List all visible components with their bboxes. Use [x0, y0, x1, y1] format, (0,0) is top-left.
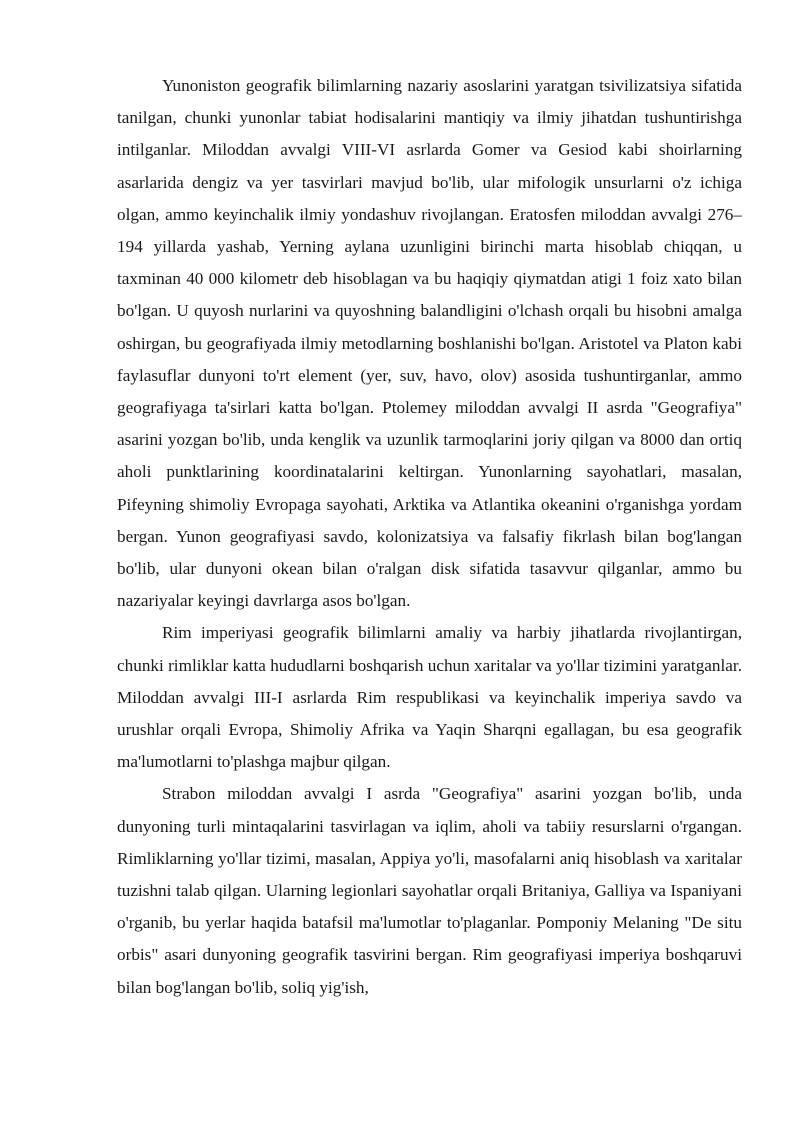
paragraph-strabon: Strabon miloddan avvalgi I asrda "Geografiya" asarini yozgan bo'lib, unda dunyoning turli mintaqalarini tasvirlagan va iqlim, aholi va tabiiy resurslarni o'rgangan. Rimliklarning yo'llar tizimi, masalan, Appiya yo'li, masofalarni aniq hisoblash va xaritalar tuzishni talab qilgan. Ularning legionlari sayohatlar orqali Britaniya, Galliya va Ispaniyani o'rganib, bu yerlar haqida batafsil ma'lumotlar to'plaganlar. Pomponiy Melaning "De situ orbis" asari dunyoning geografik tasvirini bergan. Rim geografiyasi imperiya boshqaruvi bilan bog'langan bo'lib, soliq yig'ish,	[117, 784, 742, 997]
document-page	[117, 70, 742, 1004]
paragraph-roman-empire: Rim imperiyasi geografik bilimlarni amaliy va harbiy jihatlarda rivojlantirgan, chunki rimliklar katta hududlarni boshqarish uchun xaritalar va yo'llar tizimini yaratganlar. Miloddan avvalgi III-I asrlarda Rim respublikasi va keyinchalik imperiya savdo va urushlar orqali Evropa, Shimoliy Afrika va Yaqin Sharqni egallagan, bu esa geografik ma'lumotlarni to'plashga majbur qilgan.	[117, 623, 743, 772]
paragraph-greek-geography: Yunoniston geografik bilimlarning nazariy asoslarini yaratgan tsivilizatsiya sifatida tanilgan, chunki yunonlar tabiat hodisalarini mantiqiy va ilmiy jihatdan tushuntirishga intilganlar. Miloddan avvalgi VIII-VI asrlarda Gomer va Gesiod kabi shoirlarning asarlarida dengiz va yer tasvirlari mavjud bo'lib, ular mifologik unsurlarni o'z ichiga olgan, ammo keyinchalik ilmiy yondashuv rivojlangan. Eratosfen miloddan avvalgi 276–194 yillarda yashab, Yerning aylana uzunligini birinchi marta hisoblab chiqqan, u taxminan 40 000 kilometr deb hisoblagan va bu haqiqiy qiymatdan atigi 1 foiz xato bilan bo'lgan. U quyosh nurlarini va quyoshning balandligini o'lchash orqali bu hisobni amalga oshirgan, bu geografiyada ilmiy metodlarning boshlanishi bo'lgan. Aristotel va Platon kabi faylasuflar dunyoni to'rt element (yer, suv, havo, olov) asosida tushuntirganlar, ammo geografiyaga ta'sirlari katta bo'lgan. Ptolemey miloddan avvalgi II asrda "Geografiya" asarini yozgan bo'lib, unda kenglik va uzunlik tarmoqlarini joriy qilgan va 8000 dan ortiq aholi punktlarining koordinatalarini keltirgan. Yunonlarning sayohatlari, masalan, Pifeyning shimoliy Evropaga sayohati, Arktika va Atlantika okeanini o'rganishga yordam bergan. Yunon geografiyasi savdo, kolonizatsiya va falsafiy fikrlash bilan bog'langan bo'lib, ular dunyoni okean bilan o'ralgan disk sifatida tasavvur qilganlar, ammo bu nazariyalar keyingi davrlarga asos bo'lgan.	[117, 76, 742, 611]
